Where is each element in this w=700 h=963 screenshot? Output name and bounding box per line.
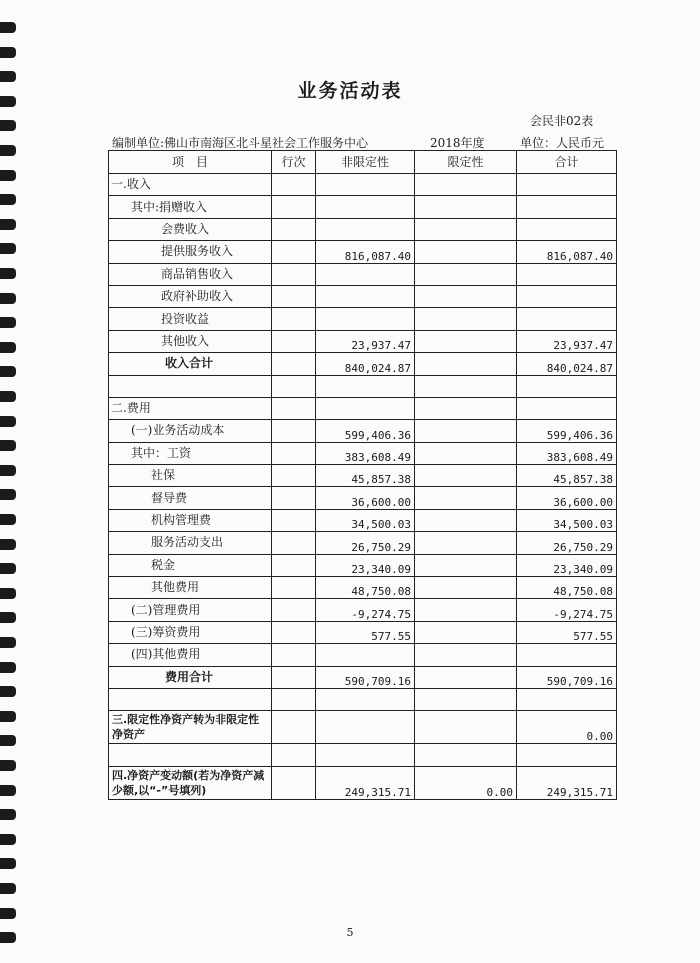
- table-row: [109, 218, 617, 240]
- total-cell: [517, 688, 617, 710]
- row-label: 其中:捐赠收入: [109, 196, 272, 218]
- row-number-cell: [272, 196, 316, 218]
- restricted-cell: [415, 554, 517, 576]
- restricted-cell: [415, 174, 517, 196]
- table-row: [109, 330, 617, 352]
- table-row: [109, 465, 617, 487]
- row-number-cell: [272, 711, 316, 744]
- table-row: [109, 554, 617, 576]
- row-label: 收入合计: [109, 353, 272, 375]
- row-number-cell: [272, 666, 316, 688]
- row-number-cell: [272, 375, 316, 397]
- unrestricted-cell: 45,857.38: [316, 465, 415, 487]
- table-row: [109, 263, 617, 285]
- total-cell: [517, 218, 617, 240]
- total-cell: [517, 196, 617, 218]
- row-number-cell: [272, 218, 316, 240]
- row-number-cell: [272, 577, 316, 599]
- row-label: 税金: [109, 554, 272, 576]
- form-code: 会民非02表: [530, 114, 594, 128]
- binding-ring: [0, 317, 16, 328]
- restricted-cell: [415, 263, 517, 285]
- row-label: 四.净资产变动额(若为净资产减少额,以“-”号填列): [109, 766, 272, 799]
- table-row: [109, 353, 617, 375]
- row-label: [109, 688, 272, 710]
- unrestricted-cell: 599,406.36: [316, 420, 415, 442]
- total-cell: 36,600.00: [517, 487, 617, 509]
- row-label: 服务活动支出: [109, 532, 272, 554]
- unrestricted-cell: 23,937.47: [316, 330, 415, 352]
- unrestricted-cell: [316, 174, 415, 196]
- restricted-cell: [415, 442, 517, 464]
- unrestricted-cell: 23,340.09: [316, 554, 415, 576]
- table-row: [109, 397, 617, 419]
- binding-ring: [0, 711, 16, 722]
- binding-ring: [0, 883, 16, 894]
- unrestricted-cell: [316, 285, 415, 307]
- restricted-cell: [415, 397, 517, 419]
- row-number-cell: [272, 420, 316, 442]
- row-number-cell: [272, 599, 316, 621]
- unrestricted-cell: 577.55: [316, 621, 415, 643]
- total-cell: 816,087.40: [517, 241, 617, 263]
- restricted-cell: [415, 330, 517, 352]
- activity-statement-table: [108, 150, 617, 800]
- binding-ring: [0, 465, 16, 476]
- total-cell: 249,315.71: [517, 766, 617, 799]
- binding-ring: [0, 539, 16, 550]
- row-label: 投资收益: [109, 308, 272, 330]
- table-row: [109, 442, 617, 464]
- table-header-row: [109, 151, 617, 174]
- restricted-cell: [415, 308, 517, 330]
- binding-ring: [0, 760, 16, 771]
- spiral-binding: [0, 0, 22, 963]
- table-row: [109, 308, 617, 330]
- col-header-total: 合计: [517, 151, 617, 174]
- restricted-cell: [415, 509, 517, 531]
- row-number-cell: [272, 174, 316, 196]
- restricted-cell: [415, 532, 517, 554]
- restricted-cell: [415, 465, 517, 487]
- binding-ring: [0, 637, 16, 648]
- table-row: [109, 196, 617, 218]
- table-row: [109, 744, 617, 766]
- total-cell: [517, 744, 617, 766]
- binding-ring: [0, 563, 16, 574]
- table-row: [109, 577, 617, 599]
- restricted-cell: [415, 487, 517, 509]
- restricted-cell: [415, 375, 517, 397]
- unrestricted-cell: 36,600.00: [316, 487, 415, 509]
- binding-ring: [0, 588, 16, 599]
- row-label: 二.费用: [109, 397, 272, 419]
- binding-ring: [0, 662, 16, 673]
- binding-ring: [0, 391, 16, 402]
- binding-ring: [0, 514, 16, 525]
- org-name: 编制单位:佛山市南海区北斗星社会工作服务中心: [112, 136, 369, 150]
- binding-ring: [0, 293, 16, 304]
- unrestricted-cell: 249,315.71: [316, 766, 415, 799]
- total-cell: 48,750.08: [517, 577, 617, 599]
- row-label: 机构管理费: [109, 509, 272, 531]
- row-number-cell: [272, 509, 316, 531]
- total-cell: [517, 285, 617, 307]
- row-number-cell: [272, 442, 316, 464]
- total-cell: 45,857.38: [517, 465, 617, 487]
- report-meta: [112, 134, 616, 150]
- restricted-cell: [415, 666, 517, 688]
- restricted-cell: [415, 644, 517, 666]
- table-row: [109, 688, 617, 710]
- total-cell: [517, 375, 617, 397]
- unrestricted-cell: 840,024.87: [316, 353, 415, 375]
- col-header-restricted: 限定性: [415, 151, 517, 174]
- row-label: (四)其他费用: [109, 644, 272, 666]
- unrestricted-cell: [316, 263, 415, 285]
- binding-ring: [0, 47, 16, 58]
- binding-ring: [0, 219, 16, 230]
- binding-ring: [0, 194, 16, 205]
- binding-ring: [0, 243, 16, 254]
- row-number-cell: [272, 644, 316, 666]
- restricted-cell: [415, 353, 517, 375]
- total-cell: 577.55: [517, 621, 617, 643]
- row-number-cell: [272, 397, 316, 419]
- row-number-cell: [272, 241, 316, 263]
- row-number-cell: [272, 766, 316, 799]
- row-number-cell: [272, 308, 316, 330]
- row-number-cell: [272, 330, 316, 352]
- restricted-cell: [415, 241, 517, 263]
- total-cell: -9,274.75: [517, 599, 617, 621]
- restricted-cell: [415, 285, 517, 307]
- row-number-cell: [272, 532, 316, 554]
- col-header-unrestricted: 非限定性: [316, 151, 415, 174]
- binding-ring: [0, 170, 16, 181]
- binding-ring: [0, 120, 16, 131]
- table-row: [109, 599, 617, 621]
- row-number-cell: [272, 744, 316, 766]
- binding-ring: [0, 858, 16, 869]
- row-label: 其他收入: [109, 330, 272, 352]
- binding-ring: [0, 735, 16, 746]
- total-cell: [517, 263, 617, 285]
- table-row: [109, 241, 617, 263]
- binding-ring: [0, 785, 16, 796]
- binding-ring: [0, 268, 16, 279]
- row-label: 一.收入: [109, 174, 272, 196]
- row-label: 商品销售收入: [109, 263, 272, 285]
- row-number-cell: [272, 487, 316, 509]
- row-number-cell: [272, 554, 316, 576]
- row-label: 其他费用: [109, 577, 272, 599]
- total-cell: [517, 174, 617, 196]
- total-cell: 26,750.29: [517, 532, 617, 554]
- table-row: [109, 487, 617, 509]
- table-row: [109, 644, 617, 666]
- page-number: 5: [346, 926, 354, 939]
- restricted-cell: [415, 577, 517, 599]
- row-label: 费用合计: [109, 666, 272, 688]
- restricted-cell: [415, 196, 517, 218]
- total-cell: 840,024.87: [517, 353, 617, 375]
- row-label: (二)管理费用: [109, 599, 272, 621]
- binding-ring: [0, 366, 16, 377]
- total-cell: 383,608.49: [517, 442, 617, 464]
- table-row: [109, 285, 617, 307]
- row-label: 其中：工资: [109, 442, 272, 464]
- total-cell: 34,500.03: [517, 509, 617, 531]
- unrestricted-cell: 26,750.29: [316, 532, 415, 554]
- col-header-row-no: 行次: [272, 151, 316, 174]
- restricted-cell: [415, 711, 517, 744]
- binding-ring: [0, 612, 16, 623]
- restricted-cell: [415, 420, 517, 442]
- row-number-cell: [272, 285, 316, 307]
- binding-ring: [0, 809, 16, 820]
- total-cell: [517, 644, 617, 666]
- restricted-cell: [415, 744, 517, 766]
- row-number-cell: [272, 688, 316, 710]
- binding-ring: [0, 489, 16, 500]
- unrestricted-cell: [316, 744, 415, 766]
- row-label: 三.限定性净资产转为非限定性净资产: [109, 711, 272, 744]
- unrestricted-cell: -9,274.75: [316, 599, 415, 621]
- row-label: 政府补助收入: [109, 285, 272, 307]
- report-year: 2018年度: [430, 136, 485, 150]
- binding-ring: [0, 686, 16, 697]
- row-label: 会费收入: [109, 218, 272, 240]
- restricted-cell: [415, 599, 517, 621]
- unrestricted-cell: 48,750.08: [316, 577, 415, 599]
- total-cell: 23,340.09: [517, 554, 617, 576]
- binding-ring: [0, 145, 16, 156]
- page-title: 业务活动表: [297, 80, 403, 102]
- table-row: [109, 621, 617, 643]
- total-cell: [517, 397, 617, 419]
- total-cell: [517, 308, 617, 330]
- binding-ring: [0, 22, 16, 33]
- binding-ring: [0, 908, 16, 919]
- row-label: 督导费: [109, 487, 272, 509]
- table-row: [109, 420, 617, 442]
- unrestricted-cell: [316, 308, 415, 330]
- table-row: [109, 174, 617, 196]
- restricted-cell: [415, 218, 517, 240]
- row-label: [109, 744, 272, 766]
- row-label: [109, 375, 272, 397]
- table-row: [109, 666, 617, 688]
- unrestricted-cell: [316, 397, 415, 419]
- table-row: [109, 509, 617, 531]
- currency-unit: 单位：人民币元: [520, 136, 605, 150]
- binding-ring: [0, 416, 16, 427]
- restricted-cell: [415, 621, 517, 643]
- total-cell: 599,406.36: [517, 420, 617, 442]
- unrestricted-cell: 590,709.16: [316, 666, 415, 688]
- total-cell: 23,937.47: [517, 330, 617, 352]
- unrestricted-cell: [316, 711, 415, 744]
- restricted-cell: [415, 688, 517, 710]
- row-number-cell: [272, 263, 316, 285]
- unrestricted-cell: [316, 688, 415, 710]
- row-label: 社保: [109, 465, 272, 487]
- unrestricted-cell: [316, 644, 415, 666]
- unrestricted-cell: 383,608.49: [316, 442, 415, 464]
- col-header-item: 项 目: [109, 151, 272, 174]
- total-cell: 0.00: [517, 711, 617, 744]
- unrestricted-cell: 34,500.03: [316, 509, 415, 531]
- table-row: [109, 375, 617, 397]
- unrestricted-cell: [316, 196, 415, 218]
- row-number-cell: [272, 465, 316, 487]
- total-cell: 590,709.16: [517, 666, 617, 688]
- row-label: 提供服务收入: [109, 241, 272, 263]
- row-number-cell: [272, 621, 316, 643]
- row-label: (三)筹资费用: [109, 621, 272, 643]
- table-row: [109, 766, 617, 799]
- table-row: [109, 711, 617, 744]
- unrestricted-cell: [316, 375, 415, 397]
- row-number-cell: [272, 353, 316, 375]
- unrestricted-cell: 816,087.40: [316, 241, 415, 263]
- binding-ring: [0, 834, 16, 845]
- row-label: (一)业务活动成本: [109, 420, 272, 442]
- binding-ring: [0, 342, 16, 353]
- table-row: [109, 532, 617, 554]
- unrestricted-cell: [316, 218, 415, 240]
- restricted-cell: 0.00: [415, 766, 517, 799]
- binding-ring: [0, 440, 16, 451]
